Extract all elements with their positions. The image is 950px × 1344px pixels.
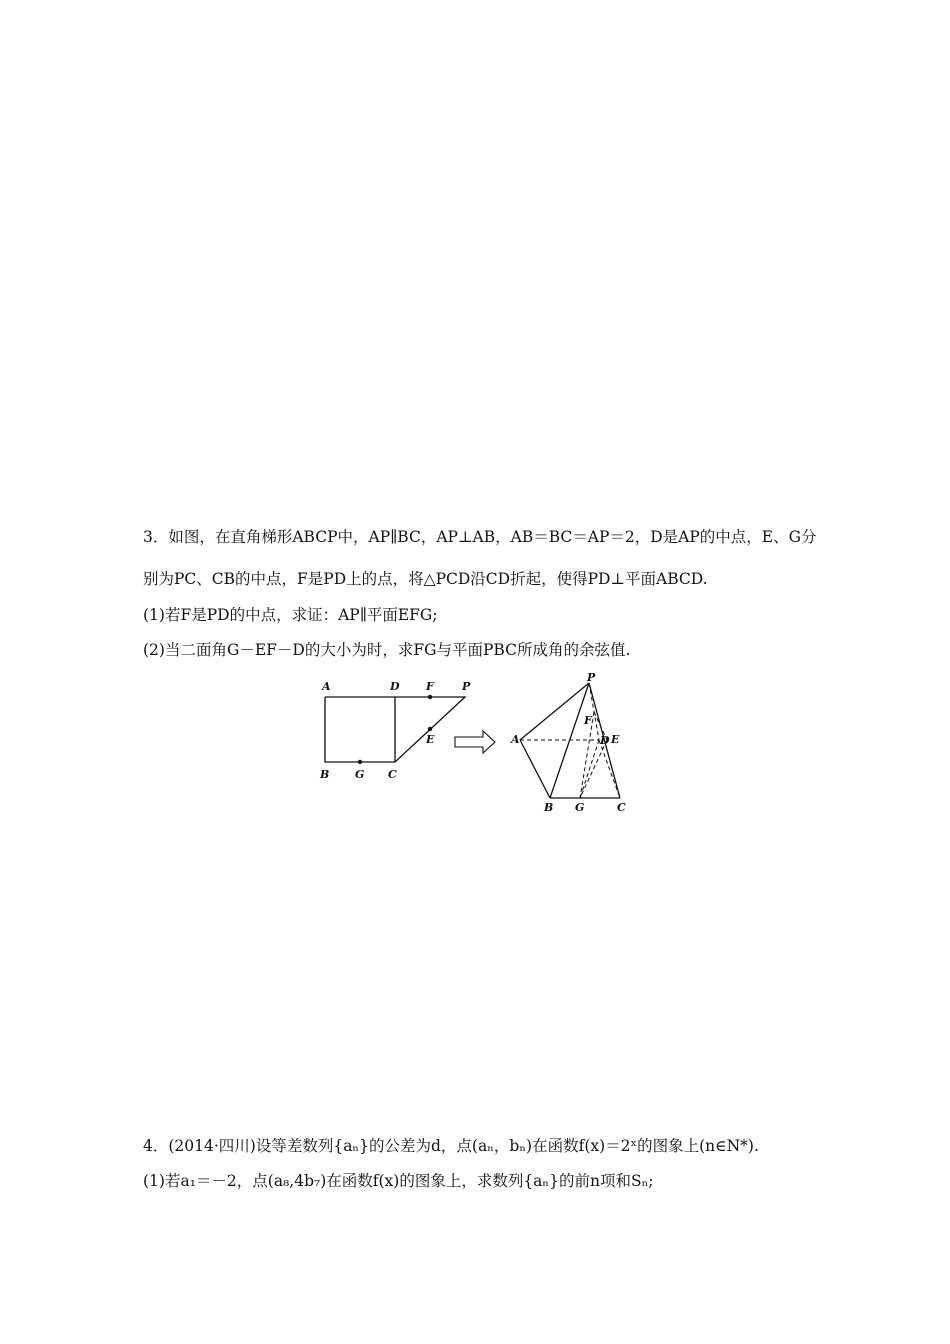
- label-B-3d: B: [544, 801, 554, 814]
- problem3-part2: (2)当二面角G－EF－D的大小为时，求FG与平面PBC所成角的余弦值.: [143, 641, 631, 659]
- label-E-3d: E: [611, 733, 620, 746]
- label-F-3d: F: [584, 714, 592, 727]
- label-G: G: [355, 768, 365, 781]
- label-C-3d: C: [617, 801, 626, 814]
- label-D-3d: D: [600, 734, 610, 747]
- point-E-dot: [428, 727, 432, 731]
- label-A: A: [322, 680, 331, 693]
- label-A-3d: A: [511, 733, 520, 746]
- problem3-statement-line2: 别为PC、CB的中点，F是PD上的点，将△PCD沿CD折起，使得PD⊥平面ABCD.: [143, 570, 708, 588]
- problem3-statement-line1: 3．如图，在直角梯形ABCP中，AP∥BC，AP⊥AB，AB＝BC＝AP＝2，D是AP的中点，E、G分: [143, 528, 817, 546]
- fold-arrow-icon: [455, 731, 495, 753]
- point-F-dot: [428, 695, 432, 699]
- geometry-figure: [312, 670, 642, 815]
- label-F: F: [426, 680, 434, 693]
- trapezoid-figure: [319, 680, 471, 781]
- label-B: B: [320, 768, 330, 781]
- point-G-dot: [358, 760, 362, 764]
- problem4-part1: (1)若a₁＝－2，点(a₈,4b₇)在函数f(x)的图象上，求数列{aₙ}的前n项和Sₙ;: [143, 1172, 654, 1190]
- pyramid-figure: [510, 671, 626, 814]
- label-G-3d: G: [575, 801, 585, 814]
- label-P-3d: P: [587, 671, 596, 684]
- label-P: P: [462, 680, 471, 693]
- problem4-statement-line1: 4．(2014·四川)设等差数列{aₙ}的公差为d，点(aₙ，bₙ)在函数f(x)＝2ˣ的图象上(n∈N*).: [143, 1137, 759, 1155]
- problem3-part1: (1)若F是PD的中点，求证：AP∥平面EFG;: [143, 606, 438, 624]
- label-C: C: [388, 768, 397, 781]
- label-E: E: [426, 733, 435, 746]
- label-D: D: [390, 680, 400, 693]
